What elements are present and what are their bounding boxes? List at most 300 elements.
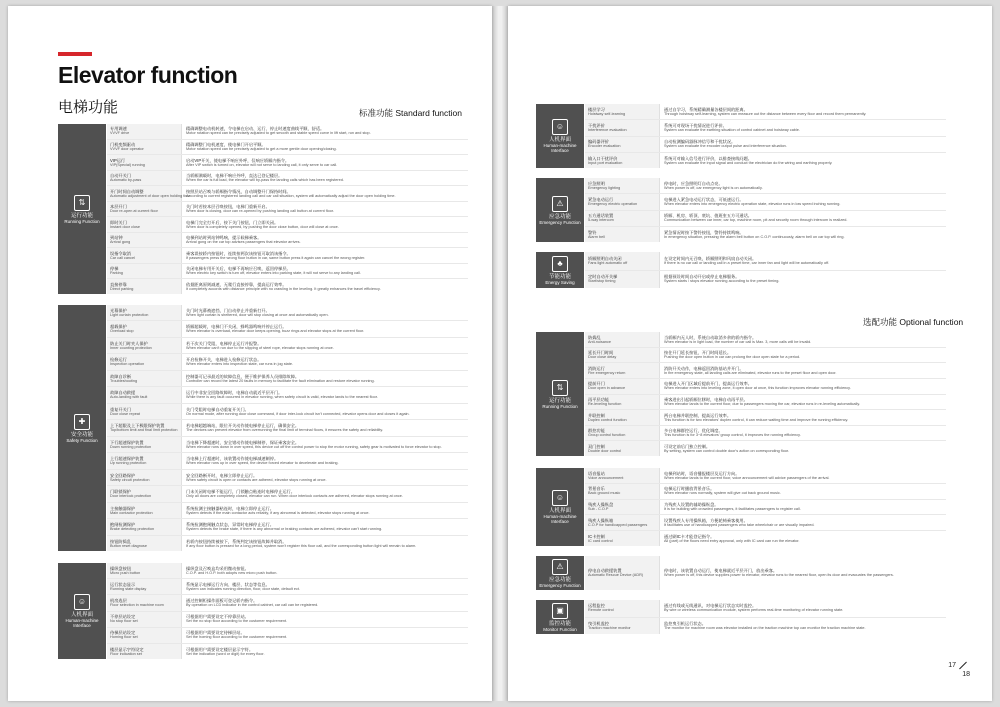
function-name-en: Floor selection in machine room [110,603,164,608]
function-desc-zh: 若干次关门受阻，电梯停止运行并报警。 [186,340,262,346]
function-row [107,628,468,644]
block-label-zh: 运行功能 [70,212,93,219]
function-name-zh: 停电自动救援装置 [588,568,622,574]
function-name [107,519,182,534]
function-row [107,519,468,535]
function-name-en: 5-way intercom [588,218,614,223]
function-name [107,612,182,627]
function-desc-zh: 为残疾人设置的辅助操纵盘。 [664,502,719,508]
function-row [585,468,946,484]
function-name-en: Fans light automatic off [588,260,628,265]
function-name [107,140,182,155]
function-desc-zh: 系统检测抱闸触点状态，异常时电梯停止运行。 [186,522,274,528]
function-row [585,194,946,210]
function-name [107,420,182,435]
block-label-en: Safety Function [66,437,98,443]
function-desc-en: By operation on LCD indicator in the control cabinet, car call can be registered. [186,603,319,608]
function-name-en: Alarm bell [588,234,605,239]
function-description [660,515,946,530]
function-row [107,387,468,403]
function-desc-en: When elevator lands to the current floor, due to passengers moving the car, elevator runs in re-leveling automatically. [664,402,860,407]
function-row [585,410,946,426]
function-desc-en: The devices can prevent elevator from overrunning the final limit of terminal floors, it ensures the safety and reliability. [186,428,384,433]
function-name-zh: 光幕保护 [110,307,127,313]
function-name-zh: 残疾人操纵盘 [588,502,614,508]
emergency-optional-block [536,556,946,590]
page-gutter [492,6,508,701]
function-name [107,171,182,186]
function-name-en: C.O.P for handicapped passengers [588,522,648,527]
function-name [107,217,182,232]
function-name-en: Troubleshooting [110,378,138,383]
function-row [107,279,468,294]
function-desc-en: If there is no car call or landing call in a preset time, car inner fan and light will be automatically off. [664,260,830,265]
function-name [585,379,660,394]
function-desc-zh: 精确调整电动机转速，令电梯在启动、运行、停止时速度曲线平顺、舒适。 [186,126,325,132]
function-name-en: Door open in advance [588,386,626,391]
function-name-en: Button reset diagnose [110,543,147,548]
function-name-zh: 超载保护 [110,324,127,330]
function-name-zh: 到站钟 [110,235,123,241]
function-desc-zh: 按住开门延长按钮，开门时间延长。 [664,350,732,356]
function-description [182,264,468,279]
function-desc-zh: 停电时，该装置自动运行，使电梯就近平层开门，放出乘客。 [664,568,778,574]
block-label-zh: 人机界面 [548,508,571,514]
function-description [660,153,946,168]
function-row [585,332,946,348]
function-description [182,171,468,186]
block-icon-column [536,600,585,634]
function-name-zh: 防止关门时夹人保护 [110,340,148,346]
function-description [182,612,468,627]
function-desc-zh: 可根据用户需要设定不停靠层站。 [186,614,249,620]
function-desc-en: System detects if the main contactor acts reliably, if any abnormal is detected, elevator stops running at once. [186,510,370,515]
function-description [660,252,946,270]
running-function-block [58,124,468,294]
block-label-en: Monitor Function [543,626,577,632]
function-name-zh: 语音报站 [588,470,605,476]
function-name-en: Double door control [588,448,622,453]
block-icon-column [58,305,107,551]
block-label-zh: 监控功能 [548,620,571,627]
function-row [107,486,468,502]
function-row [107,404,468,420]
function-description [660,104,946,119]
function-rows [107,563,468,659]
function-desc-en: The monitor for machine room was elevator installed on the traction machine top can monitor the traction machine state. [664,625,866,630]
function-desc-en: If any floor button is pressed for a long period, system won't register this floor call, and the corresponding button light will remain to alarm. [186,543,417,548]
function-desc-en: System can evaluate the earthing situation of control cabinet and hoistway cable. [664,128,800,133]
block-label-en: Energy Saving [545,279,575,285]
function-description [182,248,468,263]
function-name-zh: 机房选层 [110,598,127,604]
function-desc-en: By setting, system can control double door's action on corresponding floor. [664,448,790,453]
energy-saving-block [536,252,946,288]
function-name-zh: 待梯层站设定 [110,630,136,636]
function-row [107,453,468,469]
function-name [107,644,182,659]
function-desc-en: System can indicates running direction, floor, door state, default ect. [186,586,300,591]
function-name-en: Arrival gong [110,240,131,245]
function-description [182,233,468,248]
page-subtitle-zh: 电梯功能 [58,99,119,116]
function-row [107,140,468,156]
function-name-zh: 自动开关门 [110,173,131,179]
function-name-en: Automatic by-pass [110,178,142,183]
function-desc-zh: 关闭电梯专用开关后，电梯不再响应召唤，返回停梯层。 [186,266,291,272]
function-description [182,387,468,402]
function-name-zh: 应急照明 [588,180,605,186]
function-description [660,441,946,456]
function-name [585,468,660,483]
function-description [660,395,946,410]
function-description [182,503,468,518]
function-desc-en: When elevator is in light load, the number of car call is Max. 3, more calls will be invalid. [664,339,812,344]
function-name [585,178,660,193]
function-desc-en: When safety circuit is open or contacts are adhered, elevator stops running at once. [186,477,327,482]
function-row [585,137,946,153]
function-name [107,387,182,402]
function-description [182,217,468,232]
function-name-zh: 门机变频驱动 [110,142,136,148]
function-description [660,348,946,363]
function-name [107,338,182,353]
function-desc-zh: 操纵盘及召唤盒均采用微动按钮。 [186,565,249,571]
page-number-17: 17 [948,662,956,669]
function-rows [585,104,946,168]
function-name-en: Fire emergency return [588,370,626,375]
function-row [585,441,946,456]
function-row [107,420,468,436]
function-name [585,556,660,590]
function-row [585,178,946,194]
function-desc-en: While there is any fault occurred in elevator running, when safety circuit is valid, elevator lands to the nearest floor. [186,395,378,400]
function-name [107,279,182,294]
function-name [107,371,182,386]
function-name-en: Brake detecting protection [110,527,155,532]
function-name [107,233,182,248]
function-row [107,612,468,628]
function-name [107,486,182,501]
function-name [585,194,660,209]
function-description [182,124,468,139]
function-desc-zh: 乘客误按轿内按钮时，连续按两次该按钮可取消该指令。 [186,250,291,256]
function-name-en: Automatic Rescue Device (ADR) [588,573,644,578]
function-row [585,600,946,618]
function-name-zh: 停梯 [110,266,119,272]
block-icon-column [536,332,585,456]
function-name-en: Back ground music [588,491,621,496]
function-row [585,227,946,242]
page-title: Elevator function [58,62,238,88]
function-desc-zh: 启动VIP开关，使电梯不响应外呼，仅响应轿厢内指令。 [186,157,290,163]
function-row [107,338,468,354]
function-row [107,217,468,233]
function-name-zh: 五方通话装置 [588,213,614,219]
function-row [585,379,946,395]
block-label-en: Emergency Function [539,582,581,588]
function-desc-zh: 关门时光幕被遮挡，门自动停止并重新打开。 [186,307,270,313]
right-page [508,6,992,701]
function-name-zh: 检修运行 [110,357,127,363]
function-desc-zh: 通过自学习，系统精确测量各楼层间的距离。 [664,106,748,112]
function-name-zh: 开门时间自动调整 [110,188,144,194]
function-desc-zh: 两台电梯并联控制，提高运行效率。 [664,412,732,418]
function-desc-zh: 当电梯上行超速时，该装置动作使电梯减速制停。 [186,456,279,462]
function-desc-en: On normal mode, after running door close command, if door inter-lock circuit isn't connected, elevator opens door and closes it again. [186,411,410,416]
function-desc-en: When elevator can't run due to the slipping of steel rope, elevator stops running at once. [186,345,334,350]
function-name-en: Interference evaluation [588,128,627,133]
function-name-en: Direct parking [110,286,134,291]
function-name-zh: 即时关门 [110,219,127,225]
function-name-en: Safety circuit protection [110,477,150,482]
function-rows [585,556,946,590]
block-label-en: Emergency Function [539,219,581,225]
block-label-zh: 节能功能 [548,273,571,280]
function-name [585,500,660,515]
function-name-en: VVVF drive [110,131,130,136]
function-desc-en: Arrival gong on the car top advises passengers that elevator arrives. [186,240,301,245]
function-desc-zh: 系统检测主接触器粘连时，电梯立即停止运行。 [186,505,274,511]
function-name-zh: 轿厢照明自动关闭 [588,255,622,261]
function-name-en: Start/stop timing [588,279,616,284]
function-description [660,194,946,209]
function-name [107,354,182,369]
function-description [182,536,468,551]
function-name [107,579,182,594]
function-description [182,453,468,468]
function-desc-zh: 电梯到站时到站钟鸣响，提示候梯乘客。 [186,235,262,241]
block-label-en: Human-machine Interface [543,143,577,153]
function-name-en: Traction machine monitor [588,625,631,630]
function-name-zh: 重复开关门 [110,406,131,412]
function-row [585,348,946,364]
function-description [182,437,468,452]
function-desc-en: Set the homing floor according to the customer requirement. [186,635,288,640]
function-desc-zh: 通过刷IC卡才能登记指令。 [664,533,715,539]
function-row [107,437,468,453]
function-description [660,271,946,289]
function-desc-en: Motor rotation speed can be precisely adjusted to get smooth and stable speed curve in lift start, run and stop. [186,131,371,136]
function-row [585,426,946,442]
function-name [107,248,182,263]
function-name-zh: 再平层功能 [588,397,609,403]
function-row [107,503,468,519]
function-row [585,252,946,271]
function-name-zh: IC卡控制 [588,533,605,539]
monitor-function-block [536,600,946,634]
function-description [182,404,468,419]
block-icon-column [536,104,585,168]
function-desc-en: System starts / stops elevator running according to the preset timing. [664,279,780,284]
function-row [585,120,946,136]
function-desc-zh: 系统可对输入信号进行评价，以排查接线问题。 [664,155,752,161]
block-icon-column [536,468,585,546]
function-desc-en: It facilitates use of handicapped passengers who take wheelchair or are visually impaired. [664,522,815,527]
shield-icon: ✚ [74,414,90,430]
function-desc-en: Pushing the door open button in car can prolong the door open state for a period. [664,355,801,360]
function-row [107,202,468,218]
function-name-en: Homing floor set [110,635,138,640]
function-name [107,595,182,610]
function-name-en: Floor indication set [110,651,142,656]
function-name [107,404,182,419]
function-desc-en: All (part) of the floors need entry approval, only with IC card can run the elevator. [664,538,800,543]
function-name-zh: 操纵盘按钮 [110,565,131,571]
function-desc-zh: 若电梯超越端站，限位开关动作使电梯停止运行，确保安全。 [186,423,300,429]
function-desc-en: When elevator enters into leveling zone, it open door at once, this function improves elevator running efficiency. [664,386,851,391]
function-desc-en: When door is closing, door can re-opened by pushing landing call button at current floor. [186,209,334,214]
function-name-en: Down running protection [110,444,152,449]
function-desc-en: When elevator enters into inspection state, car runs in jog state. [186,362,294,367]
function-row [107,354,468,370]
function-description [182,486,468,501]
function-name-en: Auto-landing with fault [110,395,148,400]
function-name [585,332,660,347]
function-desc-en: When the car is full load, the elevator will by-pass the landing calls which has been registered. [186,178,344,183]
function-row [585,531,946,546]
block-icon-column [536,556,585,590]
function-desc-zh: 设置残疾人专用操纵箱，方便轮椅乘客使用。 [664,517,748,523]
function-row [585,104,946,120]
function-name-zh: 紧急电动运行 [588,197,614,203]
function-rows [585,600,946,634]
standard-function-heading: 标准功能 Standard function [359,108,462,118]
function-name-zh: 残疾人操纵箱 [588,517,614,523]
function-name [585,395,660,410]
function-description [660,332,946,347]
running-function-optional-block [536,332,946,456]
function-name-en: Top/bottom limit and final limit protection [110,428,178,433]
function-description [182,202,468,217]
block-label-zh: 应急功能 [548,213,571,220]
function-description [660,468,946,483]
function-name [107,155,182,170]
function-description [660,556,946,590]
function-description [182,354,468,369]
function-name-en: Up running protection [110,461,147,466]
function-name-zh: 不停层站设定 [110,614,136,620]
person-icon: ☺ [74,594,90,610]
function-desc-en: When door is completely opened, by pushing the door close button, door will close at once. [186,224,339,229]
function-desc-en: Set the indication (word or digit) for every floor. [186,651,265,656]
function-desc-zh: 门未关闭时电梯不能运行，门锁触点粘连时电梯停止运行。 [186,489,295,495]
optional-function-heading: 选配功能 Optional function [863,317,964,327]
function-name-en: Hoistway self-learning [588,111,626,116]
function-desc-en: When power is off, car emergency light is on automatically. [664,185,763,190]
function-name-en: Emergency lighting [588,185,621,190]
function-desc-zh: 系统可对现场干扰情况进行评价。 [664,123,727,129]
function-name-zh: 远程监控 [588,603,605,609]
function-name [107,202,182,217]
function-desc-en: When light curtain is sheltered, door will stop closing at once and automatically open. [186,312,329,317]
block-icon-column [536,252,585,288]
function-description [182,155,468,170]
function-name-en: Instant door close [110,224,140,229]
function-name-en: Automatic adjustment of door open holding time [110,193,191,198]
safety-function-block [58,305,468,551]
function-desc-zh: 系统显示电梯运行方向、楼层、状态等信息。 [186,581,270,587]
function-name-en: Main contactor protection [110,510,153,515]
function-row [107,536,468,551]
function-row [585,618,946,635]
function-desc-en: C.O.P. and H.O.P. both adopts new micro push button. [186,570,278,575]
function-row [107,248,468,264]
function-desc-zh: 乘客进出引起轿厢位移时，电梯自动再平层。 [664,397,748,403]
function-desc-en: This function is for two elevators' duplex control, it can reduce waiting time and improve the running efficiency. [664,417,849,422]
title-accent-bar [58,52,92,56]
function-name-en: Duplex control function [588,417,627,422]
function-name-zh: 直接停靠 [110,281,127,287]
function-description [182,338,468,353]
function-name [585,600,660,617]
function-name-zh: 延长开门时间 [588,350,614,356]
function-name [585,120,660,135]
function-name-zh: 上行超速保护装置 [110,456,144,462]
function-name-zh: 抱闸检测保护 [110,522,136,528]
function-description [660,410,946,425]
function-row [107,264,468,280]
function-row [107,305,468,321]
function-row [585,556,946,590]
function-desc-en: After VIP switch is turned on, elevator will not serve to landing call, it only serve to car call. [186,162,338,167]
function-desc-zh: 多台电梯群控运行，优化调度。 [664,428,723,434]
function-description [660,137,946,152]
function-description [660,618,946,635]
function-name-en: Running state display [110,586,147,591]
function-desc-zh: 通过有线或无线通讯，对电梯运行状态实时监控。 [664,603,757,609]
function-name [107,437,182,452]
function-rows [585,252,946,288]
function-name [585,137,660,152]
function-desc-en: When elevator is overload, elevator door keeps opening, buzz rings and elevator stops at the current floor. [186,329,365,334]
block-label-zh: 应急功能 [548,576,571,583]
function-row [585,484,946,500]
function-description [660,211,946,226]
function-name-zh: 运行状态显示 [110,581,136,587]
function-name [585,410,660,425]
function-desc-zh: 监控曳引机运行状态。 [664,620,706,626]
function-name [107,124,182,139]
function-desc-zh: 依据距离原则减速，无爬行直接停靠，提高运行效率。 [186,281,287,287]
function-description [182,644,468,659]
function-description [660,178,946,193]
function-row [585,395,946,411]
function-name [585,441,660,456]
function-name-zh: 并联控制 [588,412,605,418]
function-row [107,470,468,486]
function-desc-zh: 当轿厢内无人时，系统自动取消多余的轿内指令。 [664,334,757,340]
function-row [107,563,468,579]
function-desc-zh: 控制器可记录最近的故障信息，便于维护保养人员排除故障。 [186,373,300,379]
function-name-zh: 本层开门 [110,204,127,210]
function-name-en: VIP(Special) running [110,162,145,167]
function-row [107,233,468,249]
function-name-en: VVVF door operator [110,147,144,152]
function-name [585,227,660,242]
function-row [585,153,946,168]
function-name [107,321,182,336]
function-desc-zh: 可根据用户需要设定待梯层站。 [186,630,245,636]
function-description [660,600,946,617]
function-name [585,531,660,546]
function-name-en: Light curtain protection [110,312,149,317]
function-name-en: Inspection operation [110,362,145,367]
function-row [107,171,468,187]
function-row [107,321,468,337]
function-name [107,264,182,279]
function-row [585,363,946,379]
